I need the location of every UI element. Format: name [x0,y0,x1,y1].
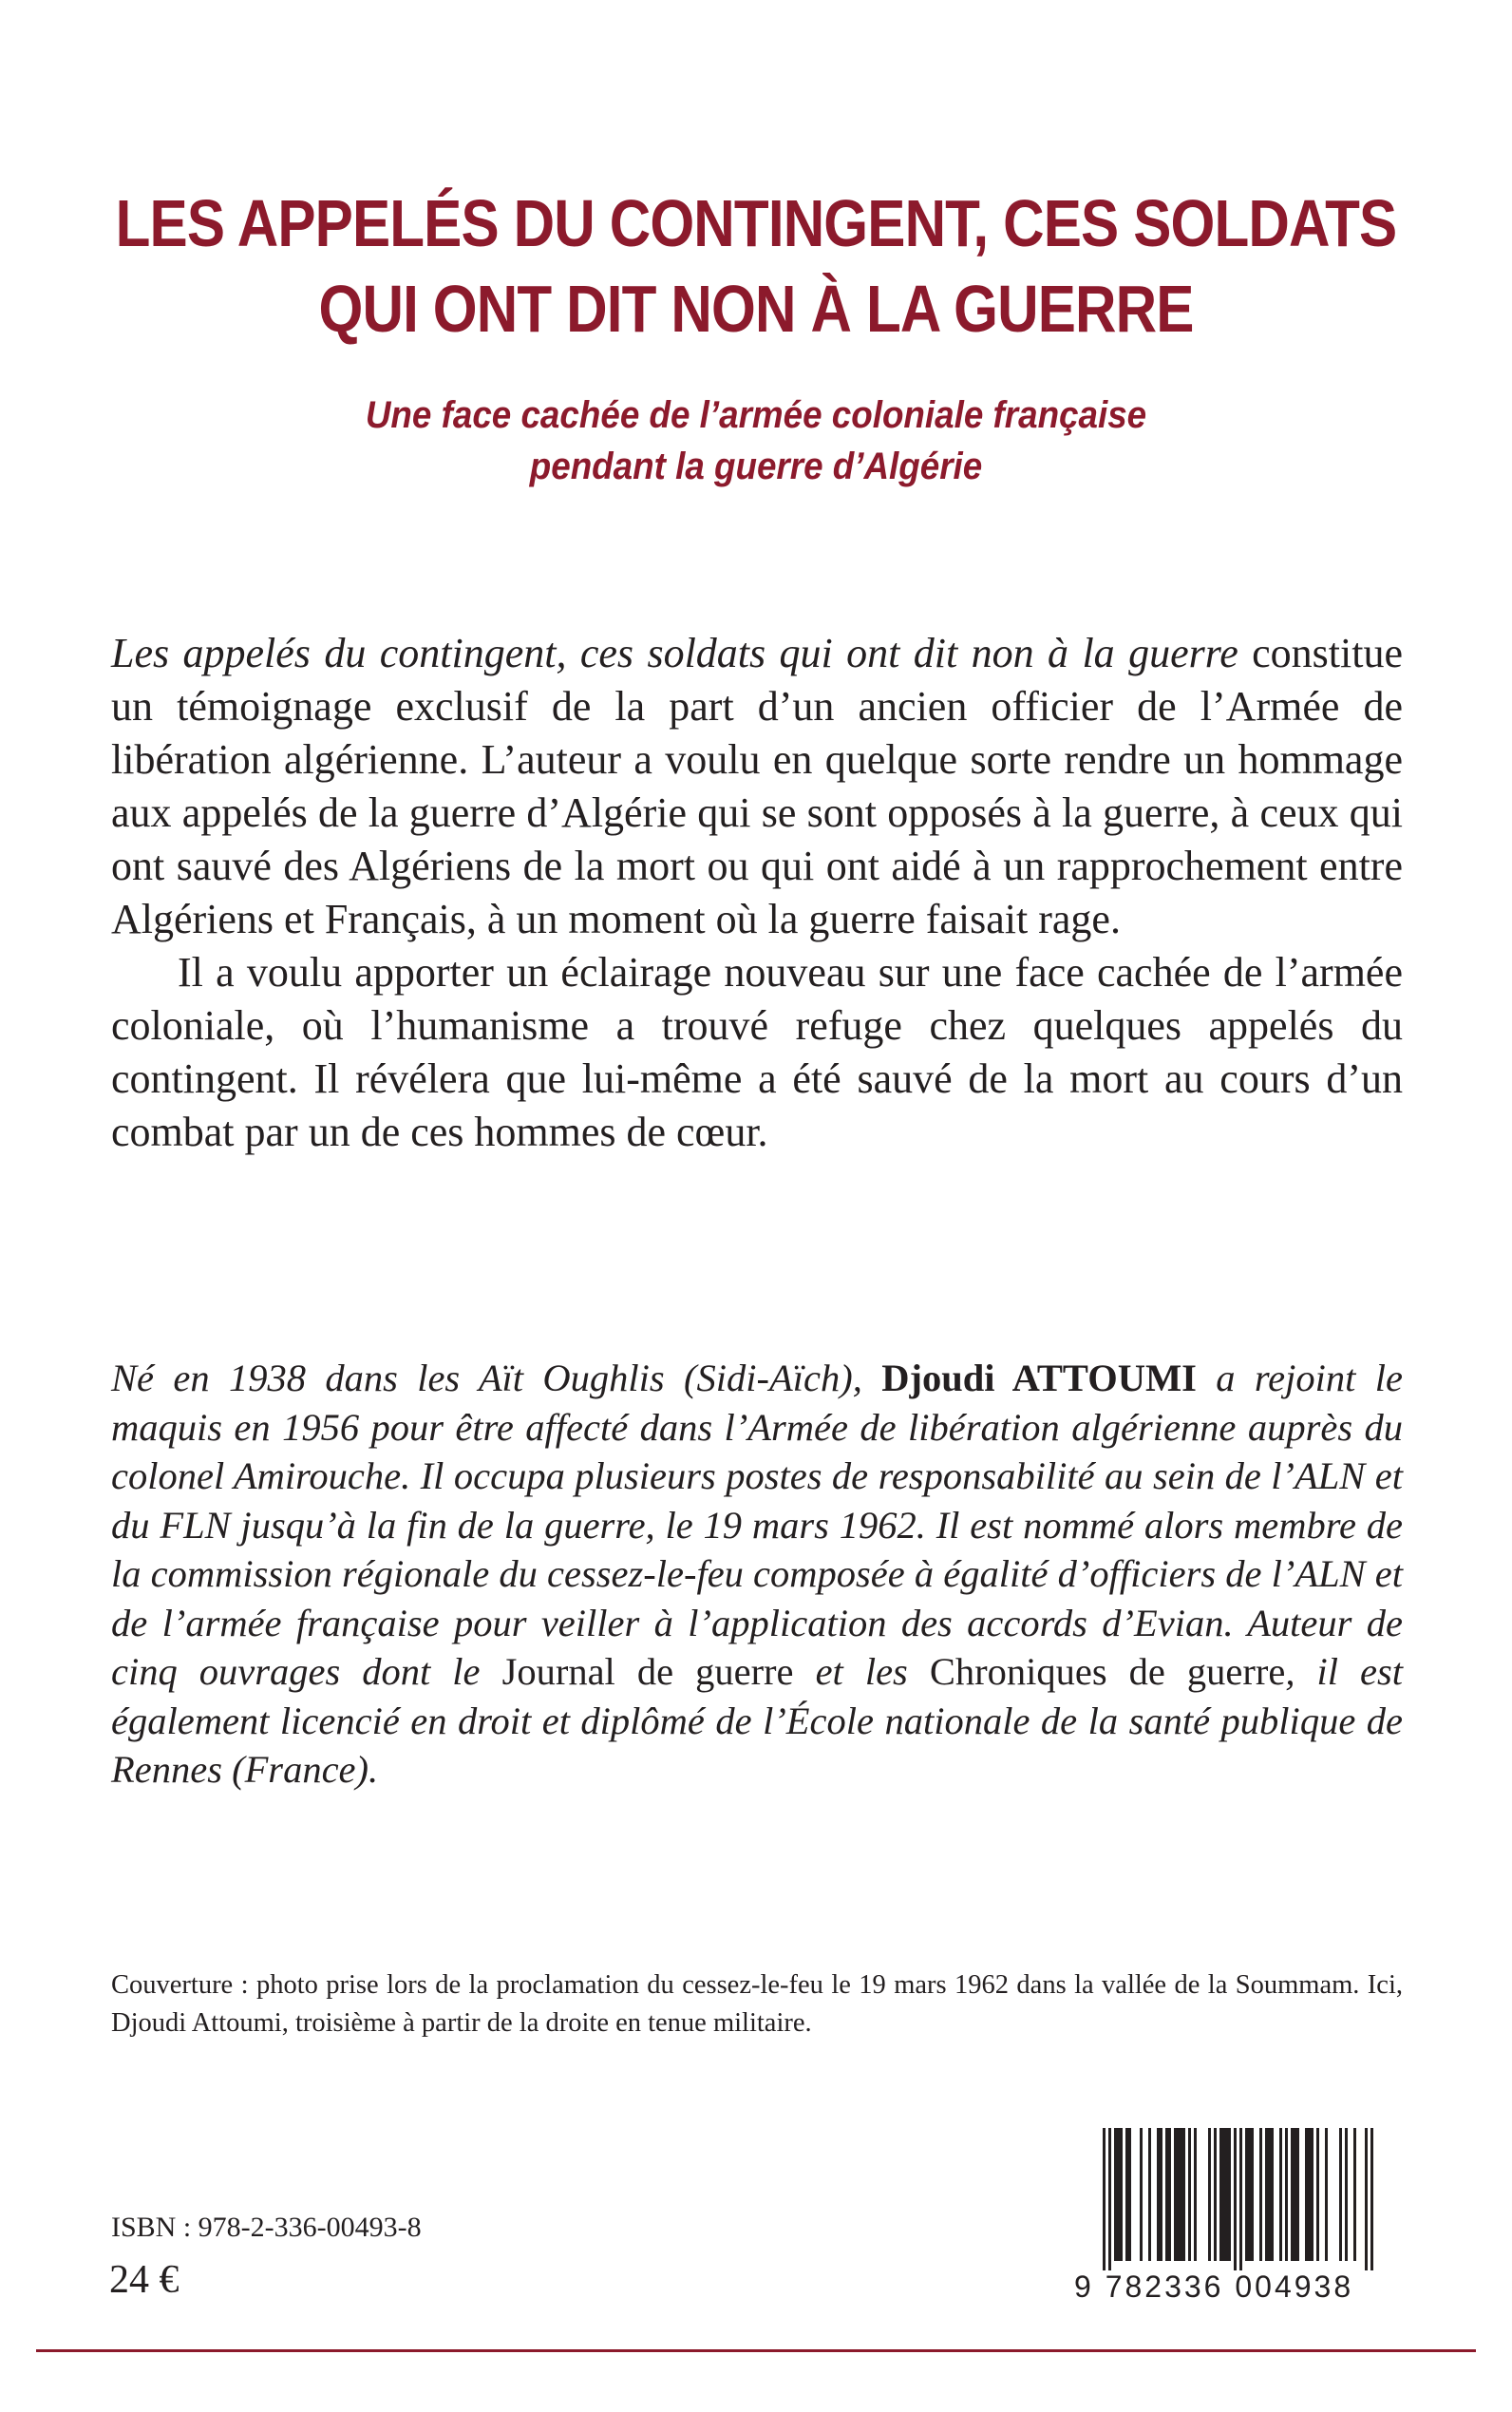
bio-book-1: Journal de guerre [501,1650,794,1693]
summary-paragraph-1 [111,627,1403,946]
barcode-bar [1168,2128,1171,2261]
barcode-bar [1222,2128,1225,2261]
barcode-bar [1219,2128,1222,2261]
barcode-bar [1234,2128,1237,2270]
book-title-reference: Les appelés du contingent, ces soldats qui ont dit non à la guerre [111,630,1238,676]
barcode-bar [1316,2128,1319,2261]
barcode-bar [1180,2128,1182,2261]
barcode-bar [1245,2128,1248,2261]
barcode-bar [1120,2128,1123,2261]
subtitle-line-2: pendant la guerre d’Algérie [529,446,983,487]
barcode-bar [1108,2128,1111,2270]
barcode-bar [1271,2128,1274,2261]
bio-text-1: a rejoint le maquis en 1956 pour être affecté dans l’Armée de libération algérienne auprès du colonel Amirouche. Il occupa plusieurs postes de responsabilité au sein de l’ALN et du FLN jusqu’à la fin de la guerre, le 19 mars 1962. Il est nommé alors membre de la commission régionale du cessez-le-feu composée à égalité d’officiers de l’ALN et de l’armée française pour veiller à l’application des accords d’Evian. Auteur de cinq ouvrages dont le [111,1357,1404,1693]
subtitle-line-1: Une face cachée de l’armée coloniale française [365,394,1147,436]
barcode-bar [1228,2128,1231,2261]
title-line-1: LES APPELÉS DU CONTINGENT, CES SOLDATS [115,186,1397,260]
cover-photo-credit: Couverture : photo prise lors de la proclamation du cessez-le-feu le 19 mars 1962 dans la vallée de la Soummam. Ici, Djoudi Attoumi, troisième à partir de la droite en tenue militaire. [111,1970,1403,2038]
barcode-bar [1294,2128,1296,2261]
barcode-bar [1285,2128,1288,2261]
barcode-bar [1165,2128,1168,2261]
barcode-bar [1308,2128,1311,2261]
summary-paragraph-1-text: constitue un témoignage exclusif de la part d’un ancien officier de l’Armée de libération algérienne. L’auteur a voulu en quelque sorte rendre un hommage aux appelés de la guerre d’Algérie qui se sont opposés à la guerre, à ceux qui ont sauvé des Algériens de la mort ou qui ont aidé à un rapprochement entre Algériens et Français, à un moment où la guerre faisait rage. [111,630,1404,942]
barcode-bar [1208,2128,1211,2261]
bio-text-2: et les [793,1650,930,1693]
barcode-bar [1128,2128,1131,2261]
barcode-bar [1174,2128,1177,2261]
barcode-bar [1157,2128,1160,2261]
barcode-bar [1268,2128,1271,2261]
barcode-bar [1365,2128,1368,2270]
summary-paragraph-2: Il a voulu apporter un éclairage nouveau sur une face cachée de l’armée coloniale, où l’humanisme a trouvé refuge chez quelques appelés du contingent. Il révélera que lui-même a été sauvé de la mort au cours d’un combat par un de ces hommes de cœur. [111,949,1403,1155]
barcode-bar [1160,2128,1162,2261]
bio-text-3: , il est également licencié en droit et diplômé de l’École nationale de la santé publique de Rennes (France). [111,1650,1404,1791]
barcode [1074,2128,1397,2308]
barcode-bar [1177,2128,1180,2261]
barcode-bar [1182,2128,1185,2261]
author-name: Djoudi ATTOUMI [881,1357,1197,1399]
price: 24 € [109,2258,180,2302]
barcode-bar [1103,2128,1106,2270]
barcode-bar [1345,2128,1348,2261]
barcode-bar [1339,2128,1342,2261]
barcode-bar [1140,2128,1143,2261]
barcode-bar [1291,2128,1294,2261]
summary-text [111,627,1403,1159]
barcode-bar [1248,2128,1251,2261]
bio-intro: Né en 1938 dans les Aït Oughlis (Sidi-Aïch), [111,1357,882,1399]
isbn: ISBN : 978-2-336-00493-8 [111,2212,422,2243]
barcode-bar [1148,2128,1151,2261]
bio-book-2: Chroniques de guerre [929,1650,1286,1693]
barcode-bar [1311,2128,1314,2261]
barcode-bar [1296,2128,1299,2261]
bottom-rule [36,2349,1476,2352]
barcode-bar [1259,2128,1262,2261]
barcode-bar [1325,2128,1328,2261]
author-biography [111,1354,1403,1795]
title-line-2: QUI ONT DIT NON À LA GUERRE [318,272,1194,346]
barcode-bar [1114,2128,1117,2261]
barcode-bars [1074,2128,1397,2270]
barcode-bar [1194,2128,1197,2261]
barcode-bar [1370,2128,1373,2270]
barcode-bar [1117,2128,1120,2261]
barcode-digits: 9 782336 004938 [1074,2270,1354,2304]
barcode-bar [1125,2128,1128,2261]
barcode-bar [1188,2128,1191,2261]
barcode-bar [1225,2128,1228,2261]
barcode-bar [1353,2128,1356,2261]
barcode-bar [1279,2128,1282,2261]
barcode-bar [1265,2128,1268,2261]
barcode-bar [1251,2128,1254,2261]
barcode-bar [1305,2128,1308,2261]
barcode-bar [1214,2128,1217,2261]
book-subtitle [61,389,1452,492]
barcode-bar [1239,2128,1242,2270]
book-title [105,180,1406,351]
